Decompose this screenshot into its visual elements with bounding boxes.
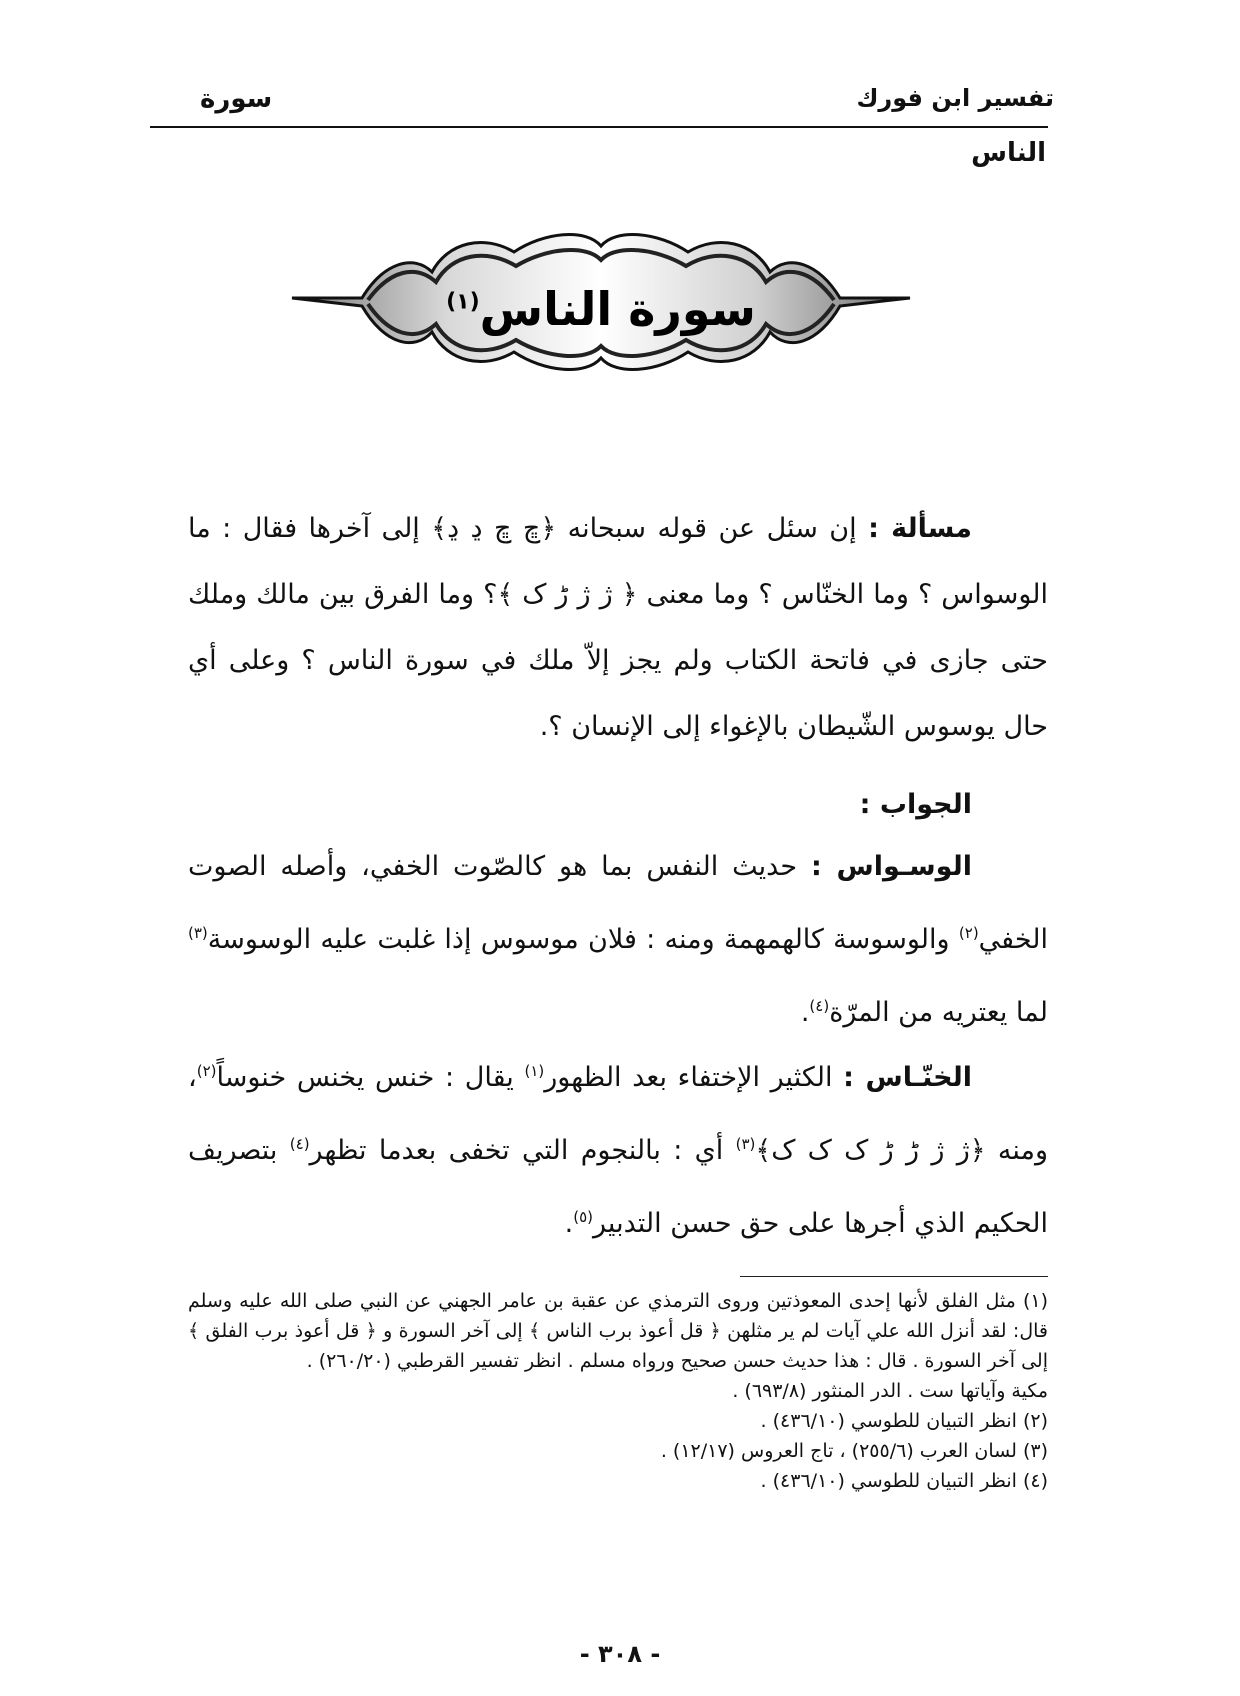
footnote-1-continued: مكية وآياتها ست . الدر المنثور (٦٩٣/٨) .	[732, 1380, 1048, 1402]
khannas-text-4: أي : بالنجوم التي تخفى بعدما تظهر	[309, 1135, 724, 1166]
footnote-ref-3: (٣)	[188, 924, 208, 942]
khannas-text-2: يقال : خنس يخنس خنوساً	[216, 1062, 514, 1093]
surah-title-text: سورة الناس	[479, 282, 756, 336]
footnote-ref-2b: (٢)	[196, 1062, 217, 1080]
footnote-4: (٤) انظر التبيان للطوسي (٤٣٦/١٠) .	[760, 1470, 1048, 1492]
footnote-ref-3b: (٣)	[735, 1135, 756, 1153]
question-label: مسألة :	[868, 513, 972, 544]
footnote-2: (٢) انظر التبيان للطوسي (٤٣٦/١٠) .	[760, 1410, 1048, 1432]
waswas-label: الوسـواس :	[810, 851, 972, 882]
footnote-ref-4b: (٤)	[289, 1135, 310, 1153]
running-header-surah-name: الناس	[971, 138, 1046, 168]
question-text: إن سئل عن قوله سبحانه ﴿ڇ ڇ ڍ ڍ﴾ إلى آخرها فقال : ما الوسواس ؟ وما الخنّاس ؟ وما معنى ﴿ ژ ژ ڑ ک ﴾؟ وما الفرق بين مالك وملك حتى جازى في فاتحة الكتاب ولم يجز إلاّ ملك في سورة الناس ؟ وعلى أي حال يوسوس الشّيطان بالإغواء إلى الإنسان ؟.	[188, 513, 1048, 742]
khannas-text-1: الكثير الإختفاء بعد الظهور	[544, 1062, 833, 1093]
waswas-text-1: حديث النفس بما هو كالصّوت الخفي، وأصله الصوت الخفي	[188, 851, 1048, 955]
footnote-3: (٣) لسان العرب (٢٥٥/٦) ، تاج العروس (١٢/١٧) .	[660, 1440, 1048, 1462]
page-number: - ٣٠٨ -	[579, 1640, 661, 1668]
khannas-paragraph: الخنّـاس : الكثير الإختفاء بعد الظهور$^{(١)}$ يقال : خنس يخنس خنوساً$^{(٢)}$، ومنه ﴿ژ ژ ڑ ڑ ک ک ک﴾$^{(٣)}$ أي : بالنجوم التي تخفى بعدما تظهر$^{(٤)}$ بتصريف الحكيم الذي أجرها على حق حسن التدبير$^{(٥)}$.	[188, 1062, 1048, 1239]
answer-heading: الجواب :	[859, 789, 972, 820]
footnotes	[188, 1286, 1048, 1496]
footnote-ref-4: (٤)	[809, 997, 830, 1015]
footnote-ref-2: (٢)	[958, 924, 979, 942]
footnote-ref-1: (١)	[524, 1062, 545, 1080]
header-rule	[150, 126, 1048, 128]
waswas-text-2: والوسوسة كالهمهمة ومنه : فلان موسوس إذا غلبت عليه الوسوسة	[207, 924, 950, 955]
running-header-book-title: تفسير ابن فورك	[856, 84, 1054, 112]
question-paragraph	[188, 496, 1048, 760]
footnote-separator	[740, 1276, 1048, 1277]
footnote-ref-5: (٥)	[573, 1208, 594, 1226]
khannas-text-5: بتصريف الحكيم الذي أجرها على حق حسن التدبير	[188, 1135, 1048, 1239]
answer-heading-line	[188, 772, 1048, 838]
footnote-1: (١) مثل الفلق لأنها إحدى المعوذتين وروى الترمذي عن عقبة بن عامر الجهني عن النبي صلى الله عليه وسلم قال: لقد أنزل الله علي آيات لم ير مثلهن ﴿ قل أعوذ برب الناس ﴾ إلى آخر السورة و ﴿ قل أعوذ برب الفلق ﴾ إلى آخر السورة . قال : هذا حديث حسن صحيح ورواه مسلم . انظر تفسير القرطبي (٢٦٠/٢٠) .	[188, 1290, 1048, 1372]
surah-title-footnote-ref: (١)	[446, 289, 480, 315]
running-header-surah-label: سورة	[200, 84, 273, 114]
khannas-label: الخنّـاس :	[843, 1062, 972, 1093]
surah-title	[288, 282, 914, 336]
waswas-paragraph: الوسـواس : حديث النفس بما هو كالصّوت الخفي، وأصله الصوت الخفي$^{(٢)}$ والوسوسة كالهمهمة ومنه : فلان موسوس إذا غلبت عليه الوسوسة$^{(٣)}$ لما يعتريه من المرّة$^{(٤)}$.	[188, 851, 1048, 1028]
waswas-text-3: لما يعتريه من المرّة	[829, 997, 1048, 1028]
khannas-text-3: ، ومنه ﴿ژ ژ ڑ ڑ ک ک ک﴾	[188, 1062, 1048, 1166]
